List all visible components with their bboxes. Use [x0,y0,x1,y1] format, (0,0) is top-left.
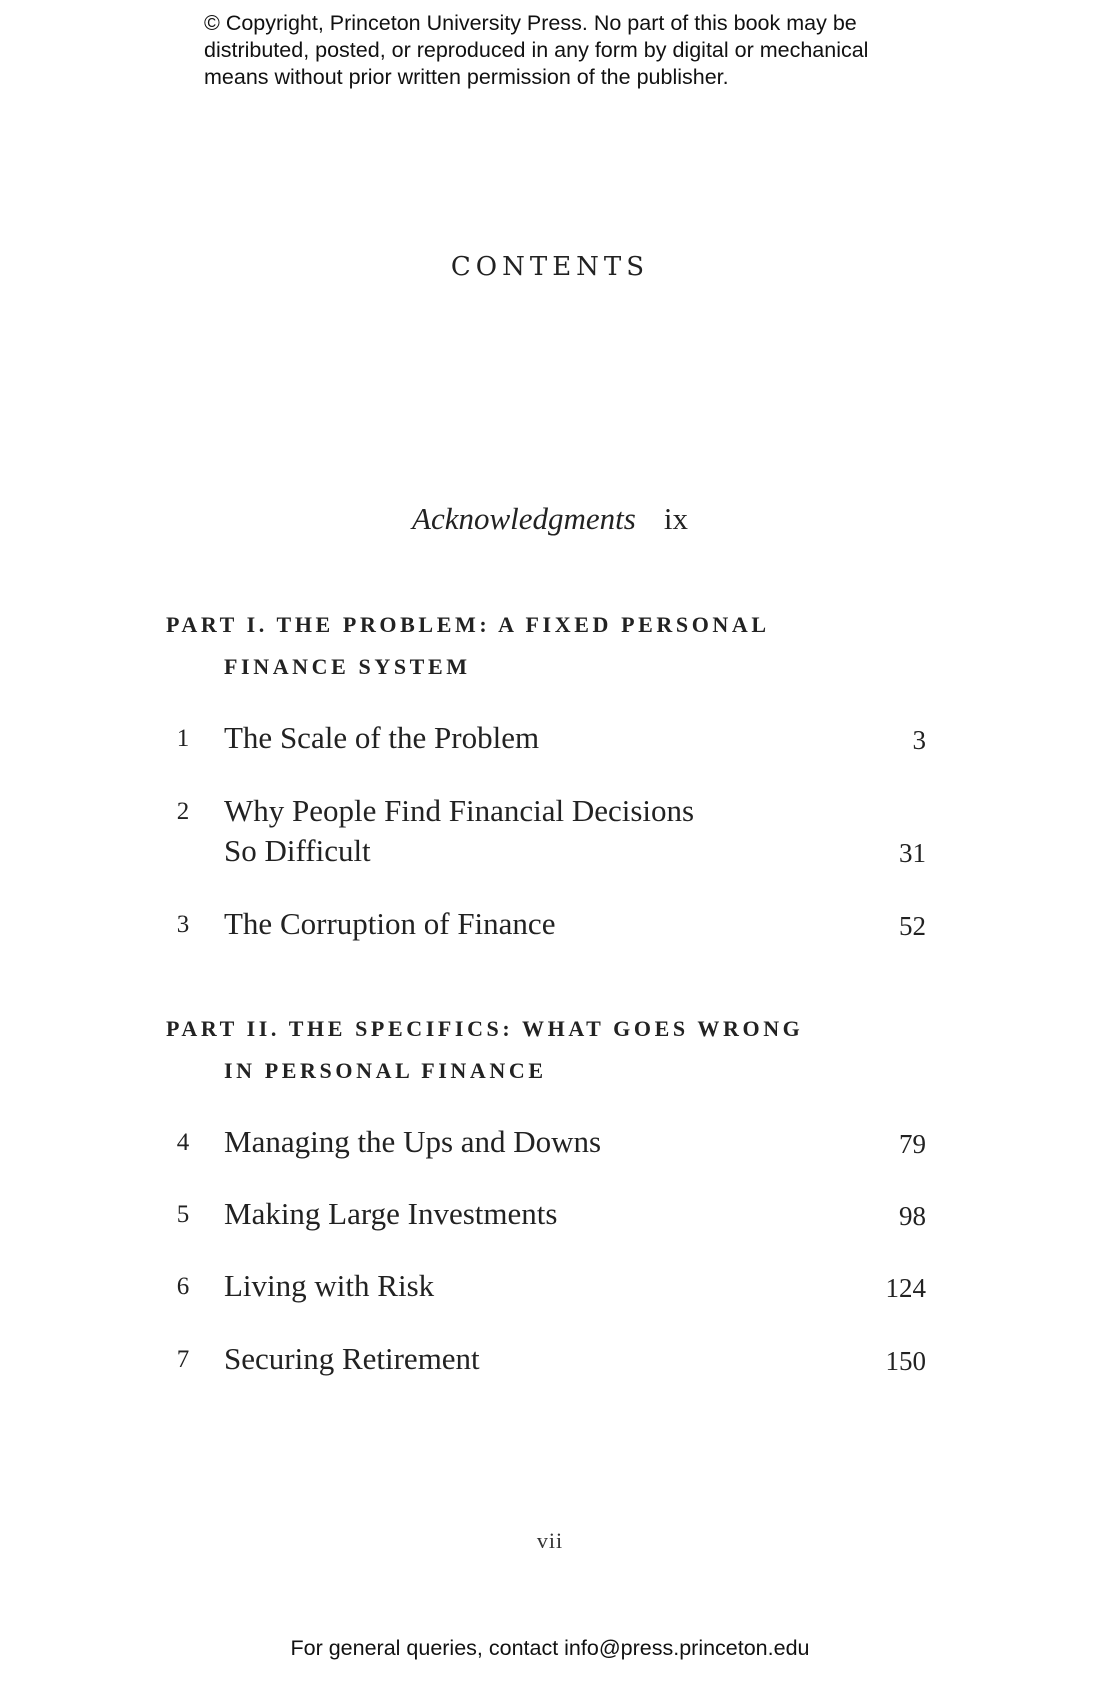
acknowledgments-entry[interactable] [0,501,1100,537]
chapter-number: 4 [176,1129,190,1156]
contents-heading: CONTENTS [450,252,650,282]
part-heading-1 [166,604,770,688]
copyright-notice [204,10,924,91]
chapter-number: 6 [176,1273,190,1300]
part-heading-line: PART II. THE SPECIFICS: WHAT GOES WRONG [166,1016,804,1041]
chapter-page: 150 [885,1346,926,1376]
part-heading-line: IN PERSONAL FINANCE [224,1058,547,1083]
copyright-line: © Copyright, Princeton University Press. No part of this book may be [204,11,857,35]
chapter-number: 2 [176,798,190,825]
acknowledgments-page: ix [663,501,688,536]
chapter-title: Making Large Investments [224,1196,558,1231]
chapter-page: 124 [885,1273,926,1303]
chapter-number: 1 [176,725,190,752]
chapter-title: The Corruption of Finance [224,906,556,941]
chapter-page: 31 [899,838,926,868]
chapter-page: 3 [912,725,926,755]
copyright-line: distributed, posted, or reproduced in any form by digital or mechanical [204,38,869,62]
chapter-page: 98 [899,1201,926,1231]
footer-contact: For general queries, contact info@press.princeton.edu [290,1636,810,1660]
chapter-title: Living with Risk [224,1268,435,1303]
chapter-title: Securing Retirement [224,1341,480,1376]
part-heading-2 [166,1008,803,1092]
part-heading-line: PART I. THE PROBLEM: A FIXED PERSONAL [166,612,770,637]
part-heading-line: FINANCE SYSTEM [224,654,471,679]
chapter-title: Managing the Ups and Downs [224,1124,602,1159]
page-folio: vii [536,1528,564,1553]
chapter-page: 79 [899,1129,926,1159]
chapter-title-continued: So Difficult [224,833,371,868]
chapter-number: 7 [176,1346,190,1373]
chapter-number: 5 [176,1201,190,1228]
chapter-number: 3 [176,911,190,938]
acknowledgments-label: Acknowledgments [412,501,636,536]
copyright-line: means without prior written permission of the publisher. [204,65,729,89]
chapter-title: The Scale of the Problem [224,720,540,755]
chapter-title: Why People Find Financial Decisions [224,793,695,828]
chapter-page: 52 [899,911,926,941]
